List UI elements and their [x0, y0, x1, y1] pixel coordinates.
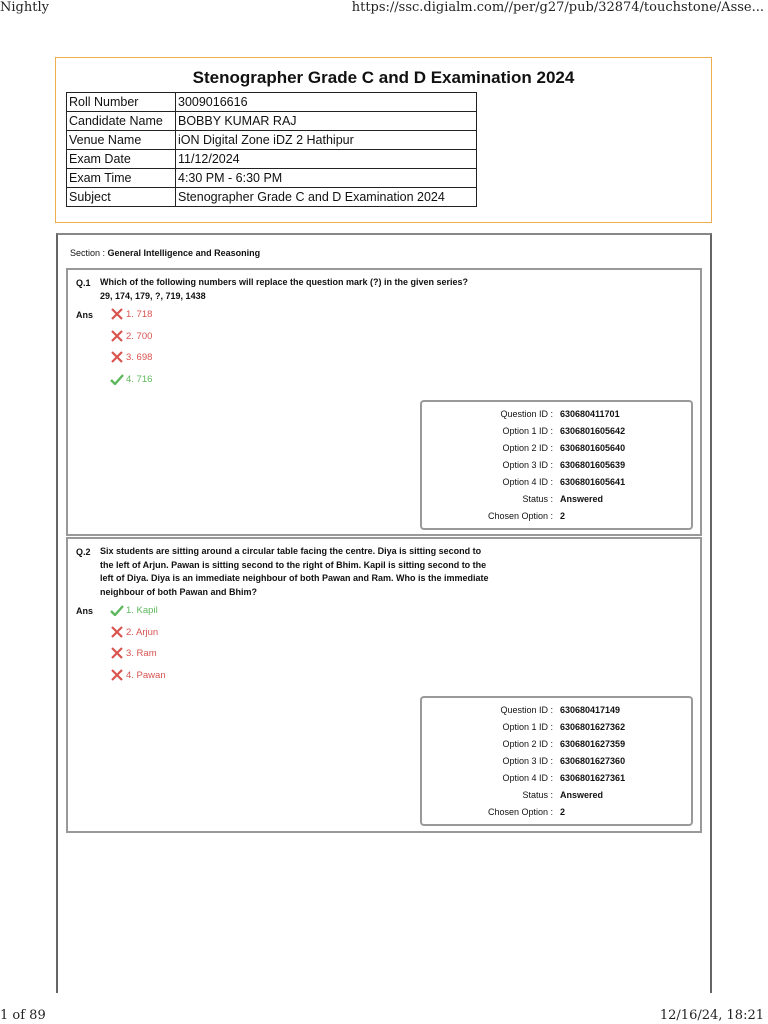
- wrong-cross-icon: [110, 351, 124, 363]
- candidate-info-table: [66, 92, 477, 207]
- meta-label: Option 3 ID :: [502, 756, 553, 766]
- meta-label: Status :: [522, 494, 553, 504]
- correct-check-icon: [110, 604, 124, 616]
- question-id-row: [422, 705, 691, 717]
- option-label: 2. Arjun: [126, 626, 159, 638]
- option-2: [110, 330, 152, 342]
- wrong-cross-icon: [110, 308, 124, 320]
- wrong-cross-icon: [110, 626, 124, 638]
- option-3: [110, 647, 157, 659]
- question-text: [100, 545, 520, 599]
- question-text-line: Six students are sitting around a circular table facing the centre. Diya is sitting second to: [100, 546, 482, 556]
- table-row: [67, 169, 477, 188]
- option-label: 3. 698: [126, 351, 153, 363]
- section-name: General Intelligence and Reasoning: [107, 248, 261, 258]
- meta-value: 6306801627359: [560, 739, 626, 749]
- chosen-option-value: 2: [560, 511, 566, 521]
- roll-number-value: 3009016616: [176, 93, 477, 112]
- option-2: [110, 626, 158, 638]
- question-meta-box: [420, 400, 693, 530]
- table-row: [67, 112, 477, 131]
- question-text-line: left of Diya. Diya is an immediate neighbour of both Pawan and Ram. Who is the immediate: [100, 573, 489, 583]
- correct-check-icon: [110, 373, 124, 385]
- option-3-id-row: [422, 460, 691, 472]
- option-2-id-row: [422, 739, 691, 751]
- option-label: 3. Ram: [126, 647, 157, 659]
- option-1: [110, 308, 152, 320]
- status-value: Answered: [560, 494, 604, 504]
- meta-value: 6306801605642: [560, 426, 626, 436]
- status-value: Answered: [560, 790, 604, 800]
- ans-label: Ans: [76, 606, 94, 616]
- meta-value: 6306801627360: [560, 756, 626, 766]
- meta-label: Option 4 ID :: [502, 477, 553, 487]
- option-4-id-row: [422, 773, 691, 785]
- question-card-2: [66, 537, 702, 833]
- candidate-name-value: BOBBY KUMAR RAJ: [176, 112, 477, 131]
- option-label: 1. 718: [126, 308, 153, 320]
- option-3-id-row: [422, 756, 691, 768]
- meta-label: Question ID :: [500, 409, 553, 419]
- exam-time-value: 4:30 PM - 6:30 PM: [176, 169, 477, 188]
- meta-value: 6306801605640: [560, 443, 626, 453]
- table-row: [67, 93, 477, 112]
- meta-label: Question ID :: [500, 705, 553, 715]
- exam-time-label: Exam Time: [67, 169, 176, 188]
- exam-title: Stenographer Grade C and D Examination 2024: [192, 68, 575, 87]
- venue-name-value: iON Digital Zone iDZ 2 Hathipur: [176, 131, 477, 150]
- table-row: [67, 188, 477, 207]
- option-3: [110, 351, 152, 363]
- ans-label: Ans: [76, 310, 94, 320]
- page-url[interactable]: https://ssc.digialm.com//per/g27/pub/32874/touchstone/Asse...: [351, 0, 764, 15]
- wrong-cross-icon: [110, 669, 124, 681]
- option-1-id-row: [422, 426, 691, 438]
- option-1: [110, 604, 158, 616]
- wrong-cross-icon: [110, 647, 124, 659]
- meta-label: Option 1 ID :: [502, 426, 553, 436]
- option-label: 2. 700: [126, 330, 153, 342]
- chosen-option-row: [422, 807, 691, 819]
- table-row: [67, 150, 477, 169]
- question-id-row: [422, 409, 691, 421]
- chosen-option-value: 2: [560, 807, 566, 817]
- meta-label: Option 1 ID :: [502, 722, 553, 732]
- option-label: 1. Kapil: [126, 604, 158, 616]
- exam-date-value: 11/12/2024: [176, 150, 477, 169]
- question-number: Q.1: [76, 278, 91, 288]
- meta-value: 6306801627361: [560, 773, 626, 783]
- table-row: [67, 131, 477, 150]
- option-label: 4. Pawan: [126, 669, 166, 681]
- browser-title: Nightly: [0, 0, 49, 15]
- option-4: [110, 373, 152, 385]
- question-text-line: neighbour of both Pawan and Bhim?: [100, 586, 257, 597]
- question-text-line: Which of the following numbers will replace the question mark (?) in the given series?: [100, 277, 469, 287]
- meta-label: Status :: [522, 790, 553, 800]
- meta-label: Option 3 ID :: [502, 460, 553, 470]
- meta-value: 630680411701: [560, 409, 620, 419]
- meta-value: 6306801605639: [560, 460, 626, 470]
- meta-label: Option 2 ID :: [502, 443, 553, 453]
- chosen-option-row: [422, 511, 691, 523]
- question-text: [100, 276, 520, 303]
- meta-label: Option 2 ID :: [502, 739, 553, 749]
- question-meta-box: [420, 696, 693, 826]
- question-number: Q.2: [76, 547, 91, 557]
- meta-value: 6306801605641: [560, 477, 626, 487]
- venue-name-label: Venue Name: [67, 131, 176, 150]
- status-row: [422, 790, 691, 802]
- exam-date-label: Exam Date: [67, 150, 176, 169]
- option-4-id-row: [422, 477, 691, 489]
- question-text-line: 29, 174, 179, ?, 719, 1438: [100, 290, 206, 301]
- meta-value: 6306801627362: [560, 722, 626, 732]
- print-timestamp: 12/16/24, 18:21: [659, 1008, 764, 1023]
- subject-label: Subject: [67, 188, 176, 207]
- page-indicator: 1 of 89: [0, 1008, 46, 1023]
- option-label: 4. 716: [126, 373, 153, 385]
- meta-label: Chosen Option :: [487, 511, 553, 521]
- meta-label: Chosen Option :: [487, 807, 553, 817]
- subject-value: Stenographer Grade C and D Examination 2024: [176, 188, 477, 207]
- section-heading: [70, 248, 260, 258]
- question-text-line: the left of Arjun. Pawan is sitting second to the right of Bhim. Kapil is sitting second to the: [100, 559, 487, 570]
- meta-label: Option 4 ID :: [502, 773, 553, 783]
- candidate-header-box: [55, 57, 712, 223]
- roll-number-label: Roll Number: [67, 93, 176, 112]
- section-prefix: Section :: [70, 248, 108, 258]
- status-row: [422, 494, 691, 506]
- option-1-id-row: [422, 722, 691, 734]
- meta-value: 630680417149: [560, 705, 621, 715]
- option-2-id-row: [422, 443, 691, 455]
- candidate-name-label: Candidate Name: [67, 112, 176, 131]
- option-4: [110, 669, 166, 681]
- question-card-1: [66, 268, 702, 536]
- wrong-cross-icon: [110, 330, 124, 342]
